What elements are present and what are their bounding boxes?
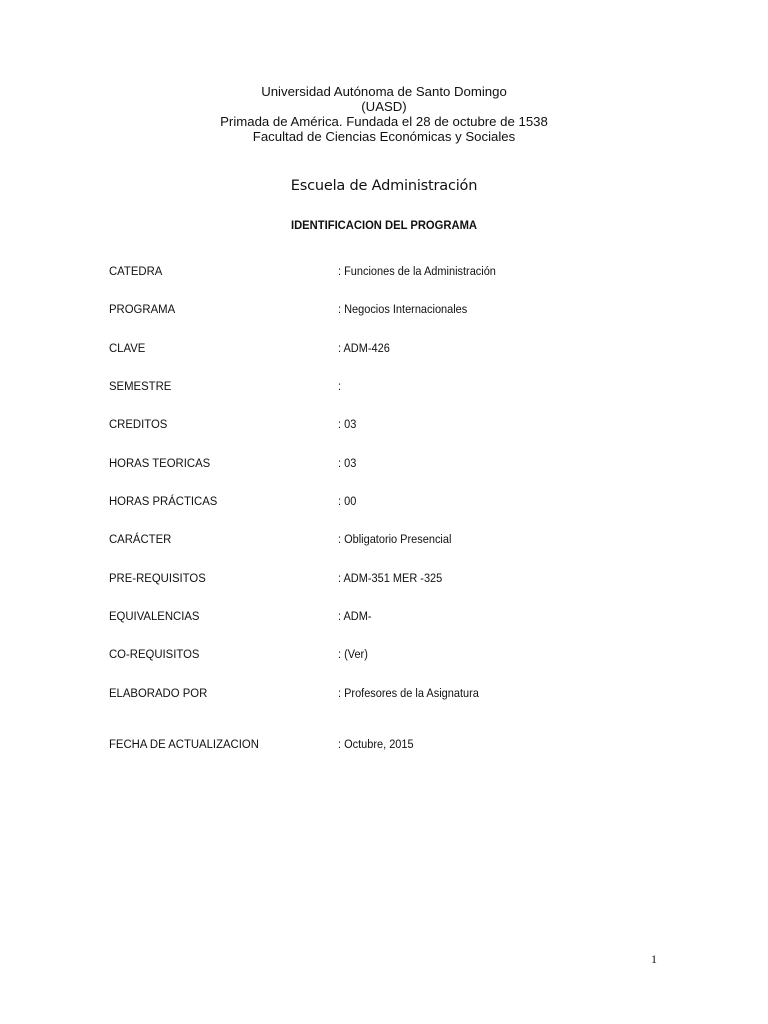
- field-value: : 03: [338, 417, 357, 431]
- university-name: Universidad Autónoma de Santo Domingo: [261, 84, 507, 99]
- field-value: : 00: [338, 494, 357, 508]
- field-equivalencias: [109, 607, 669, 625]
- field-creditos: [109, 415, 669, 433]
- field-label: CO-REQUISITOS: [109, 647, 200, 661]
- field-label: HORAS TEORICAS: [109, 456, 211, 470]
- field-horas-practicas: [109, 492, 669, 510]
- field-label: HORAS PRÁCTICAS: [109, 494, 218, 508]
- field-elaborado-por: [109, 684, 669, 702]
- field-pre-requisitos: [109, 569, 669, 587]
- school-name: Escuela de Administración: [290, 178, 478, 194]
- section-title: IDENTIFICACION DEL PROGRAMA: [290, 218, 478, 232]
- university-founding: Primada de América. Fundada el 28 de octubre de 1538: [220, 114, 548, 129]
- field-label: CREDITOS: [109, 417, 168, 431]
- field-label: EQUIVALENCIAS: [109, 609, 200, 623]
- field-catedra: [109, 262, 669, 280]
- field-value: : (Ver): [338, 647, 368, 661]
- field-horas-teoricas: [109, 454, 669, 472]
- field-fecha-actualizacion: [109, 735, 669, 753]
- university-acronym: (UASD): [361, 99, 407, 114]
- field-value: : ADM-: [338, 609, 372, 623]
- field-value: : Funciones de la Administración: [338, 264, 496, 278]
- field-value: : Octubre, 2015: [338, 737, 414, 751]
- field-value: :: [338, 379, 342, 393]
- field-label: PRE-REQUISITOS: [109, 571, 206, 585]
- field-label: CATEDRA: [109, 264, 163, 278]
- field-semestre: [109, 377, 669, 395]
- field-value: : Profesores de la Asignatura: [338, 686, 479, 700]
- field-label: FECHA DE ACTUALIZACION: [109, 737, 259, 751]
- field-caracter: [109, 530, 669, 548]
- field-value: : ADM-426: [338, 341, 390, 355]
- university-header: [0, 84, 768, 144]
- page-number: 1: [651, 952, 657, 966]
- field-value: : Negocios Internacionales: [338, 302, 468, 316]
- faculty-name: Facultad de Ciencias Económicas y Sociales: [252, 129, 516, 144]
- field-co-requisitos: [109, 645, 669, 663]
- field-label: CLAVE: [109, 341, 146, 355]
- field-label: CARÁCTER: [109, 532, 172, 546]
- field-value: : ADM-351 MER -325: [338, 571, 443, 585]
- field-label: PROGRAMA: [109, 302, 176, 316]
- field-programa: [109, 300, 669, 318]
- field-value: : 03: [338, 456, 357, 470]
- field-label: SEMESTRE: [109, 379, 172, 393]
- field-label: ELABORADO POR: [109, 686, 208, 700]
- field-clave: [109, 339, 669, 357]
- field-value: : Obligatorio Presencial: [338, 532, 452, 546]
